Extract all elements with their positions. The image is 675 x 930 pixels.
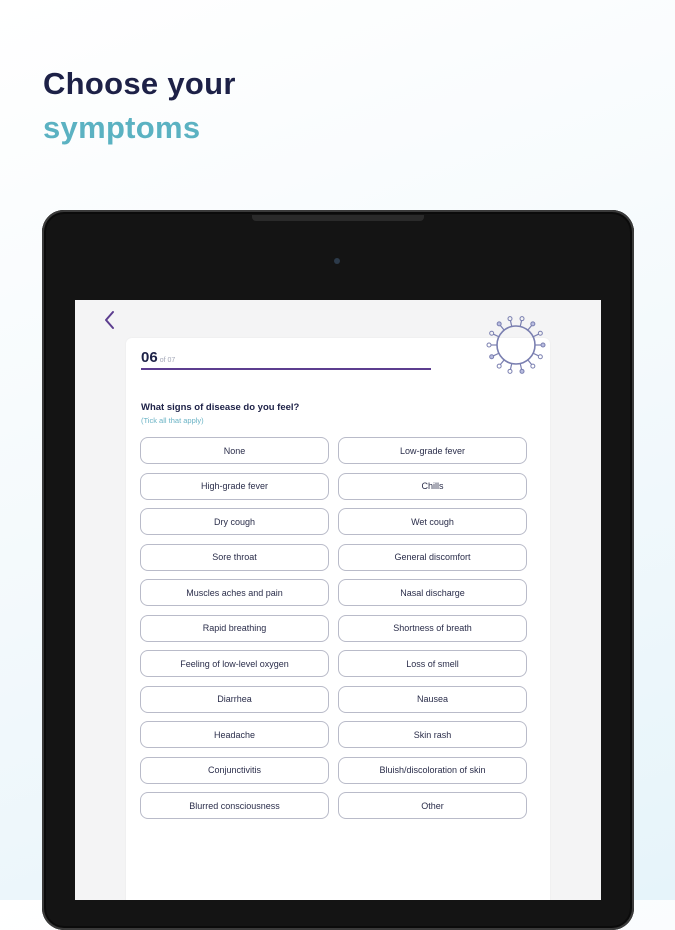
step-indicator	[141, 349, 175, 367]
step-total: of 07	[159, 357, 176, 364]
symptom-option[interactable]: High-grade fever	[140, 473, 329, 500]
symptom-option[interactable]: Conjunctivitis	[140, 757, 329, 784]
symptom-option[interactable]: Dry cough	[140, 508, 329, 535]
promo-headline	[43, 62, 236, 150]
symptom-option[interactable]: Other	[338, 792, 527, 819]
chevron-left-icon[interactable]	[101, 308, 121, 332]
question-text: What signs of disease do you feel?	[141, 402, 300, 413]
headline-line-2: symptoms	[43, 110, 201, 145]
symptom-option[interactable]: Skin rash	[338, 721, 527, 748]
symptom-option[interactable]: Chills	[338, 473, 527, 500]
camera-icon	[334, 258, 340, 264]
app-screen	[75, 300, 601, 900]
tablet-notch	[252, 215, 424, 221]
symptom-option[interactable]: Wet cough	[338, 508, 527, 535]
symptom-option[interactable]: Feeling of low-level oxygen	[140, 650, 329, 677]
symptom-options	[140, 437, 527, 819]
question-hint: (Tick all that apply)	[141, 416, 204, 425]
symptom-option[interactable]: None	[140, 437, 329, 464]
symptom-option[interactable]: Diarrhea	[140, 686, 329, 713]
symptom-option[interactable]: Shortness of breath	[338, 615, 527, 642]
step-current: 06	[141, 349, 158, 366]
symptom-option[interactable]: Nausea	[338, 686, 527, 713]
symptom-option[interactable]: General discomfort	[338, 544, 527, 571]
symptom-option[interactable]: Rapid breathing	[140, 615, 329, 642]
symptom-option[interactable]: Blurred consciousness	[140, 792, 329, 819]
symptom-option[interactable]: Headache	[140, 721, 329, 748]
symptom-option[interactable]: Low-grade fever	[338, 437, 527, 464]
virus-icon	[485, 314, 547, 376]
symptom-option[interactable]: Sore throat	[140, 544, 329, 571]
progress-bar	[141, 368, 431, 370]
headline-line-1: Choose your	[43, 66, 236, 101]
symptom-option[interactable]: Bluish/discoloration of skin	[338, 757, 527, 784]
symptom-option[interactable]: Nasal discharge	[338, 579, 527, 606]
symptom-option[interactable]: Loss of smell	[338, 650, 527, 677]
symptom-option[interactable]: Muscles aches and pain	[140, 579, 329, 606]
